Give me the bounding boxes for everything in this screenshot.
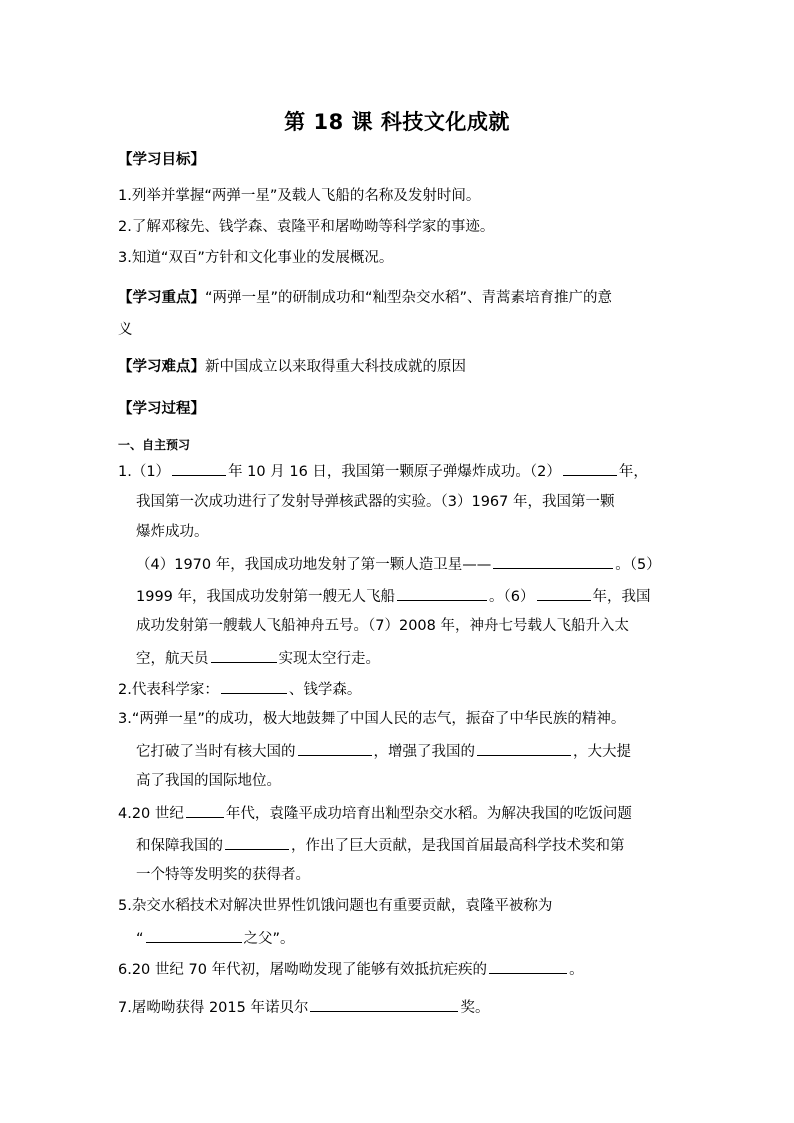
q1-text-l4b: 。（5） (615, 557, 661, 573)
q6-line (118, 958, 584, 980)
objective-3: 3.知道“双百”方针和文化事业的发展概况。 (118, 250, 394, 266)
q3-text-l2c: ，大大提 (573, 744, 631, 760)
q3-line1: 3.“两弹一星”的成功，极大地鼓舞了中国人民的志气，振奋了中华民族的精神。 (118, 711, 626, 727)
q2-text-a: 2.代表科学家： (118, 682, 219, 698)
q2-text-b: 、钱学森。 (288, 682, 362, 698)
q1-line2: 我国第一次成功进行了发射导弹核武器的实验。（3）1967 年，我国第一颗 (136, 494, 615, 510)
page-title: 第 18 课 科技文化成就 (284, 110, 510, 134)
objective-2: 2.了解邓稼先、钱学森、袁隆平和屠呦呦等科学家的事迹。 (118, 219, 495, 235)
q4-line2 (136, 834, 625, 856)
answer-blank[interactable] (298, 740, 372, 756)
q5-line1: 5.杂交水稻技术对解决世界性饥饿问题也有重要贡献，袁隆平被称为 (118, 898, 553, 914)
key-points-text: “两弹一星”的研制成功和“籼型杂交水稻”、青蒿素培育推广的意 (205, 290, 613, 306)
q1-line1 (118, 460, 648, 482)
key-points-cont: 义 (118, 322, 133, 338)
q1-text-l5c: 年，我国 (592, 589, 651, 605)
answer-blank[interactable] (211, 647, 277, 663)
answer-blank[interactable] (225, 834, 289, 850)
q3-line3: 高了我国的国际地位。 (136, 773, 281, 789)
q1-text-l5b: 。（6） (489, 589, 535, 605)
q1-text-l7a: 空，航天员 (136, 651, 209, 667)
objectives-header: 【学习目标】 (118, 152, 205, 168)
answer-blank[interactable] (146, 927, 242, 943)
q1-text-l7b: 实现太空行走。 (278, 651, 380, 667)
q6-text-b: 。 (569, 962, 584, 978)
q1-text-a: 1.（1） (118, 464, 171, 480)
answer-blank[interactable] (221, 678, 287, 694)
answer-blank[interactable] (537, 585, 591, 601)
q7-text-a: 7.屠呦呦获得 2015 年诺贝尔 (118, 1000, 309, 1016)
q5-text-l2a: “ (136, 931, 144, 947)
q1-line6: 成功发射第一艘载人飞船神舟五号。（7）2008 年，神舟七号载人飞船升入太 (136, 618, 629, 634)
answer-blank[interactable] (186, 802, 224, 818)
q7-text-b: 奖。 (460, 1000, 490, 1016)
q4-line1 (118, 802, 632, 824)
q1-line3: 爆炸成功。 (136, 524, 209, 540)
q3-line2 (136, 740, 631, 762)
q1-line4 (136, 553, 661, 575)
q4-text-l2b: ，作出了巨大贡献，是我国首届最高科学技术奖和第 (291, 838, 625, 854)
difficulty-text: 新中国成立以来取得重大科技成就的原因 (205, 359, 466, 375)
q1-text-l5a: 1999 年，我国成功发射第一艘无人飞船 (136, 589, 396, 605)
q4-text-l1b: 年代，袁隆平成功培育出籼型杂交水稻。为解决我国的吃饭问题 (225, 806, 632, 822)
q3-text-l2a: 它打破了当时有核大国的 (136, 744, 296, 760)
section1-header: 一、自主预习 (118, 438, 191, 452)
answer-blank[interactable] (310, 996, 458, 1012)
q5-line2 (136, 927, 295, 949)
answer-blank[interactable] (172, 460, 226, 476)
q7-line (118, 996, 489, 1018)
answer-blank[interactable] (563, 460, 617, 476)
answer-blank[interactable] (493, 553, 613, 569)
q4-line3: 一个特等发明奖的获得者。 (136, 867, 310, 883)
q1-text-c: 年， (618, 464, 648, 480)
difficulty-header: 【学习难点】 (118, 359, 205, 375)
answer-blank[interactable] (397, 585, 487, 601)
q4-text-l1a: 4.20 世纪 (118, 806, 184, 822)
q3-text-l2b: ，增强了我国的 (373, 744, 475, 760)
q1-text-b: 年 10 月 16 日，我国第一颗原子弹爆炸成功。（2） (228, 464, 561, 480)
q6-text-a: 6.20 世纪 70 年代初，屠呦呦发现了能够有效抵抗疟疾的 (118, 962, 488, 978)
q1-line7 (136, 647, 380, 669)
q2-line (118, 678, 361, 700)
difficulty (118, 357, 466, 377)
answer-blank[interactable] (489, 958, 567, 974)
q4-text-l2a: 和保障我国的 (136, 838, 223, 854)
q1-text-l4a: （4）1970 年，我国成功地发射了第一颗人造卫星—— (136, 557, 492, 573)
q1-line5 (136, 585, 651, 607)
objective-1: 1.列举并掌握“两弹一星”及载人飞船的名称及发射时间。 (118, 188, 481, 204)
key-points (118, 288, 612, 308)
answer-blank[interactable] (477, 740, 571, 756)
process-header: 【学习过程】 (118, 401, 205, 417)
q5-text-l2b: 之父”。 (243, 931, 295, 947)
key-points-header: 【学习重点】 (118, 290, 205, 306)
